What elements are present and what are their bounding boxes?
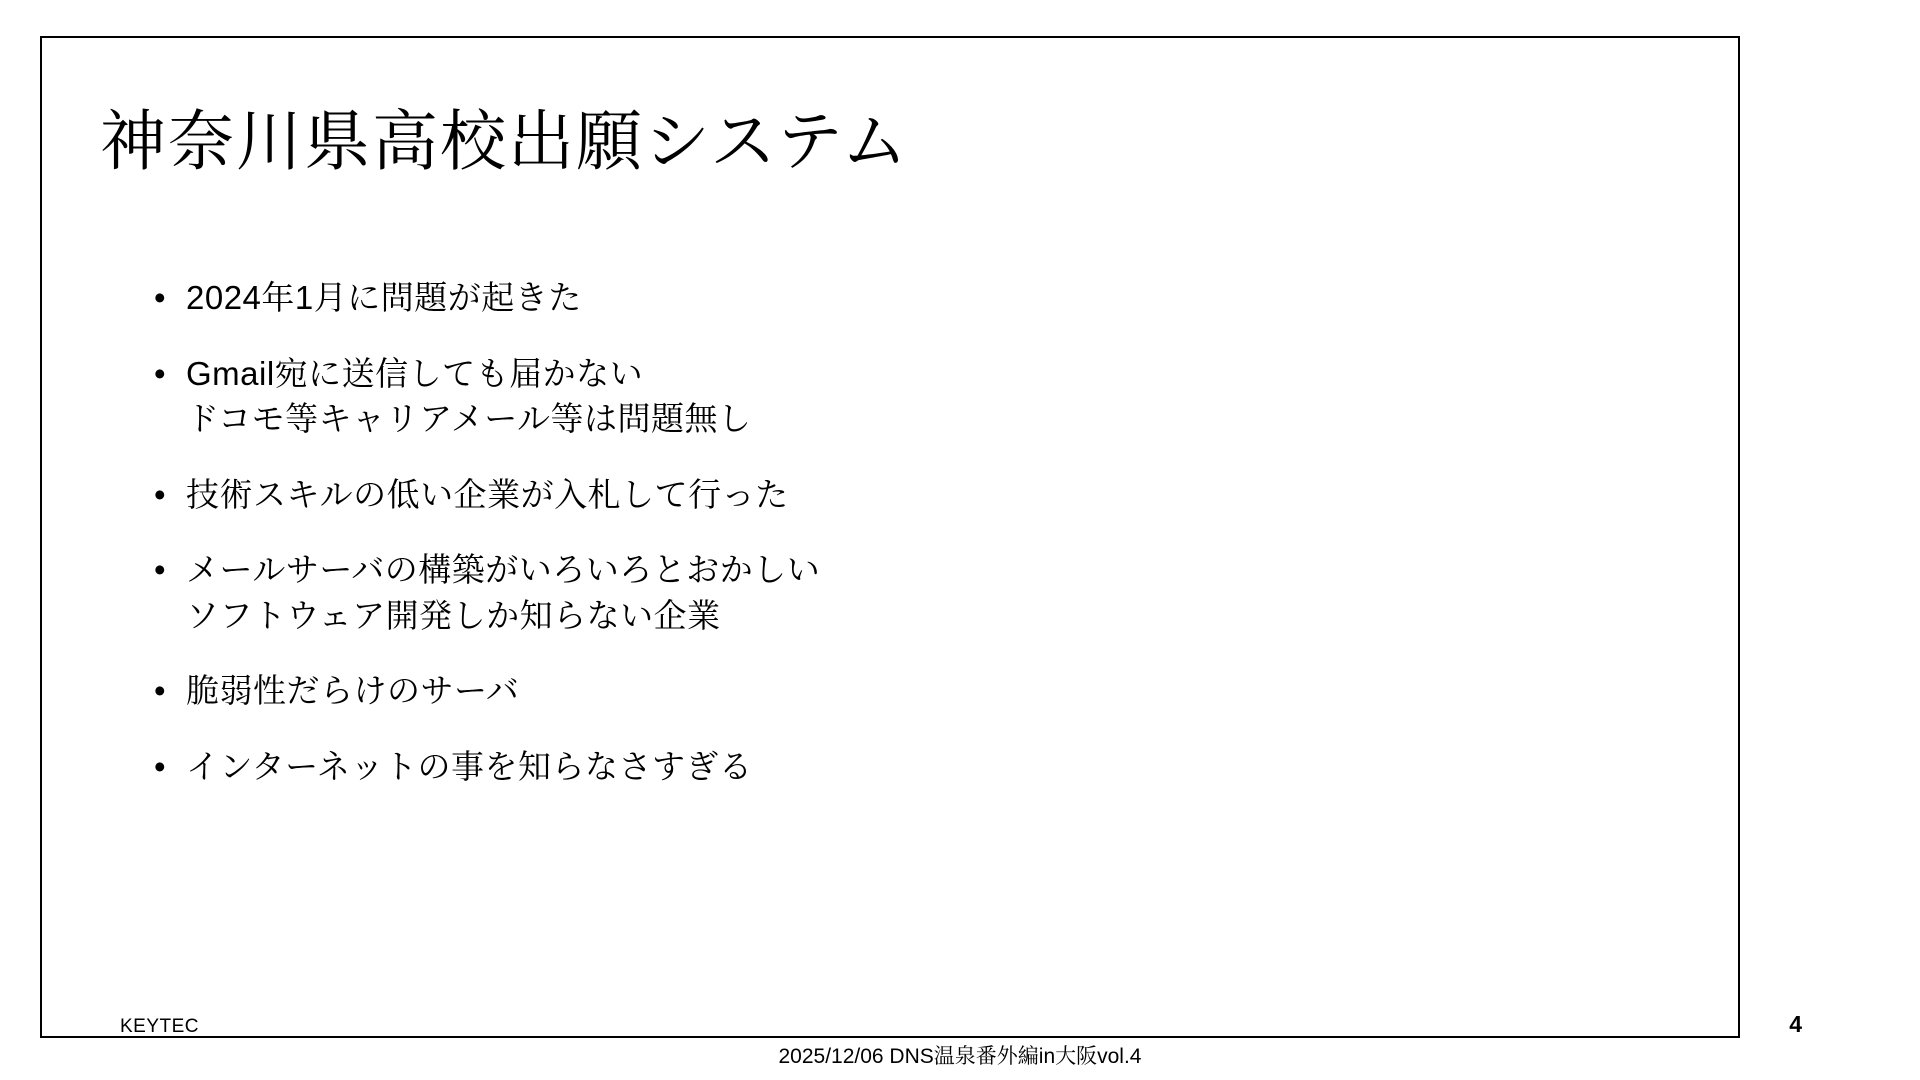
bullet-marker-icon: •: [154, 551, 167, 589]
page-title: 神奈川県高校出願システム: [100, 104, 910, 179]
list-item-line2: ソフトウェア開発しか知らない企業: [186, 596, 721, 634]
list-item-line1: Gmail宛に送信しても届かない: [186, 354, 644, 392]
bullet-marker-icon: •: [154, 672, 167, 710]
bullet-marker-icon: •: [154, 475, 167, 513]
list-item-line1: 技術スキルの低い企業が入札して行った: [186, 475, 789, 513]
list-item: [150, 275, 1550, 321]
bullet-marker-icon: •: [154, 747, 167, 785]
list-item: [150, 668, 1550, 714]
list-item: [150, 744, 1550, 790]
footer-event-info: 2025/12/06 DNS温泉番外編in大阪vol.4: [778, 1045, 1142, 1068]
bullet-list: [150, 275, 1550, 819]
list-item-line1: 脆弱性だらけのサーバ: [186, 672, 520, 710]
list-item-line1: インターネットの事を知らなさすぎる: [186, 747, 753, 785]
list-item: [150, 351, 1550, 442]
list-item-line2: ドコモ等キャリアメール等は問題無し: [186, 400, 752, 438]
list-item: [150, 547, 1550, 638]
list-item: [150, 472, 1550, 518]
bullet-marker-icon: •: [154, 279, 167, 316]
bullet-marker-icon: •: [154, 354, 167, 392]
footer-brand: KEYTEC: [120, 1016, 200, 1037]
page-number: 4: [1789, 1011, 1802, 1037]
list-item-line1: 2024年1月に問題が起きた: [186, 279, 582, 316]
list-item-line1: メールサーバの構築がいろいろとおかしい: [186, 551, 821, 589]
